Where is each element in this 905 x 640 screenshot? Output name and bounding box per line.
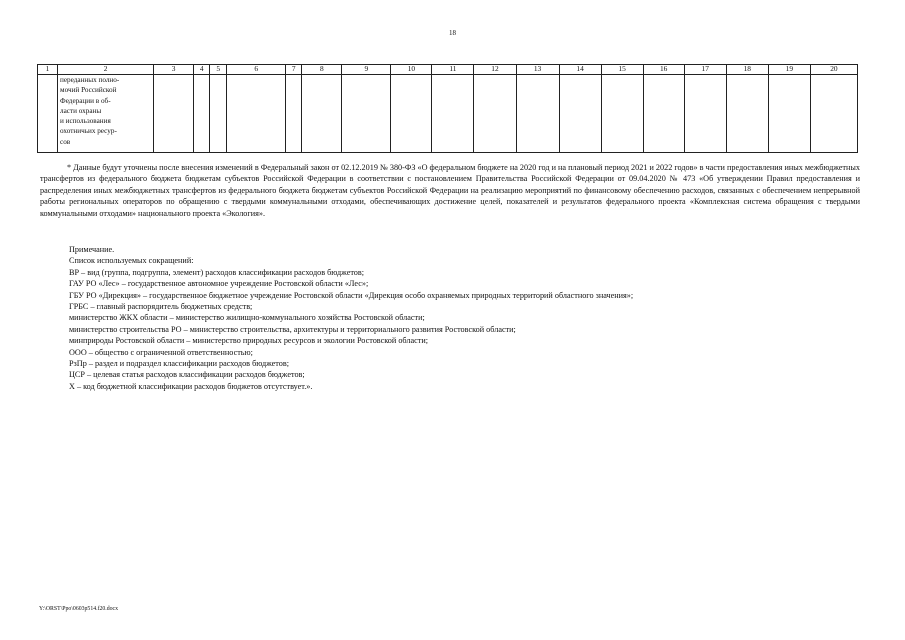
description-line: и использования [60, 117, 111, 126]
col-header: 11 [432, 65, 474, 75]
col-header: 10 [391, 65, 432, 75]
col-header: 2 [58, 65, 154, 75]
col-header: 13 [516, 65, 559, 75]
table-cell [38, 75, 58, 153]
col-header: 16 [643, 65, 684, 75]
col-header: 19 [768, 65, 810, 75]
description-line: Федерации в об- [60, 96, 111, 105]
col-header: 14 [559, 65, 601, 75]
description-line: охотничьих ресур- [60, 127, 117, 136]
table-cell-description [58, 75, 154, 153]
abbreviation-item: РзПр – раздел и подраздел классификации расходов бюджетов; [69, 359, 290, 369]
table-cell [342, 75, 391, 153]
abbreviation-item: минприроды Ростовской области – министерство природных ресурсов и экологии Ростовской области; [69, 336, 428, 346]
abbreviation-item: ООО – общество с ограниченной ответственностью; [69, 347, 253, 357]
col-header: 7 [286, 65, 302, 75]
col-header: 3 [154, 65, 194, 75]
col-header: 18 [726, 65, 768, 75]
col-header: 15 [601, 65, 643, 75]
abbreviations-note [69, 244, 859, 392]
abbreviation-item: ГАУ РО «Лес» – государственное автономное учреждение Ростовской области «Лес»; [69, 279, 369, 289]
table-cell [391, 75, 432, 153]
table-row [38, 75, 858, 153]
table-cell [227, 75, 286, 153]
footnote: * Данные будут уточнены после внесения изменений в Федеральный закон от 02.12.2019 № 380-ФЗ «О федеральном бюджете на 2020 год и на плановый период 2021 и 2022 годов» в части предоставления иных межбюджетных трансфертов из федерального бюджета бюджетам субъектов Российской Федерации в соответствии с постановлением Правительства Российской Федерации от 09.04.2020 № 473 «Об утверждении Правил предоставления и распределения иных межбюджетных трансфертов из федерального бюджета бюджетам субъектов Российской Федерации на реализацию мероприятий по финансовому обеспечению расходов, связанных с обеспечением непрерывной работы региональных операторов по обращению с твердыми коммунальными отходами, обеспечивающих достижение целей, показателей и результатов федерального проекта «Комплексная система обращения с твердыми коммунальными отходами» национального проекта «Экология». [40, 163, 860, 218]
budget-table [37, 64, 858, 153]
col-header: 1 [38, 65, 58, 75]
note-subtitle: Список используемых сокращений: [69, 256, 194, 266]
col-header: 6 [227, 65, 286, 75]
page-number: 18 [449, 29, 456, 37]
description-line: ласти охраны [60, 106, 102, 115]
col-header: 17 [684, 65, 726, 75]
table-cell [726, 75, 768, 153]
table-cell [768, 75, 810, 153]
col-header: 20 [810, 65, 857, 75]
note-title: Примечание. [69, 245, 115, 254]
col-header: 4 [194, 65, 210, 75]
description-line: мочий Российской [60, 86, 117, 95]
description-line: сов [60, 137, 71, 146]
abbreviation-item: министерство ЖКХ области – министерство жилищно-коммунального хозяйства Ростовской области; [69, 313, 425, 323]
table-header-row [38, 65, 858, 75]
table-cell [643, 75, 684, 153]
table-cell [154, 75, 194, 153]
abbreviation-item: ГБУ РО «Дирекция» – государственное бюджетное учреждение Ростовской области «Дирекция особо охраняемых природных территорий областного значения»; [69, 290, 634, 300]
col-header: 9 [342, 65, 391, 75]
table-cell [516, 75, 559, 153]
table-cell [474, 75, 516, 153]
table-cell [286, 75, 302, 153]
abbreviation-item: ГРБС – главный распорядитель бюджетных средств; [69, 302, 253, 312]
abbreviation-item: Х – код бюджетной классификации расходов бюджетов отсутствует.». [69, 381, 313, 391]
table-cell [210, 75, 227, 153]
table-cell [559, 75, 601, 153]
table-cell [302, 75, 342, 153]
abbreviation-item: министерство строительства РО – министерство строительства, архитектуры и территориального развития Ростовской области; [69, 324, 516, 334]
table-cell [601, 75, 643, 153]
col-header: 12 [474, 65, 516, 75]
table-cell [194, 75, 210, 153]
table-cell [810, 75, 857, 153]
col-header: 8 [302, 65, 342, 75]
table-cell [684, 75, 726, 153]
description-line: переданных полно- [60, 76, 120, 84]
col-header: 5 [210, 65, 227, 75]
abbreviation-item: ВР – вид (группа, подгруппа, элемент) расходов классификации расходов бюджетов; [69, 267, 365, 277]
abbreviation-item: ЦСР – целевая статья расходов классификации расходов бюджетов; [69, 370, 305, 380]
table-cell [432, 75, 474, 153]
file-path: Y:\ORST\Ppo\0603p514.f20.docx [39, 606, 119, 612]
